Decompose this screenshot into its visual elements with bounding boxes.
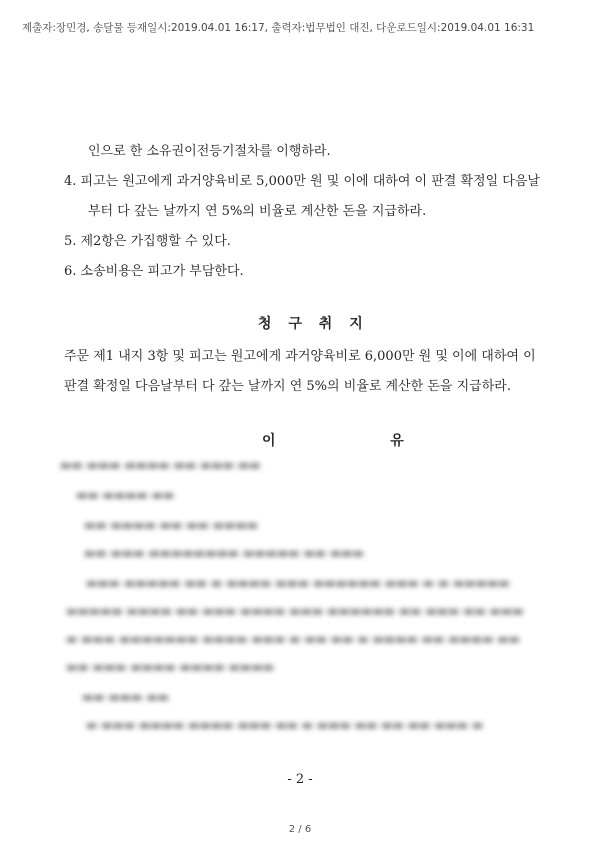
- body-line: 4. 피고는 원고에게 과거양육비로 5,000만 원 및 이에 대하여 이 판결 확정일 다음날: [64, 174, 540, 189]
- pdf-page-indicator: 2 / 6: [288, 824, 312, 835]
- reason-heading: 이 유: [262, 433, 410, 449]
- document-header: 제출자:장민경, 송달물 등재일시:2019.04.01 16:17, 출력자:법무법인 대진, 다운로드일시:2019.04.01 16:31: [22, 22, 535, 34]
- claim-line: 판결 확정일 다음날부터 다 갚는 날까지 연 5%의 비율로 계산한 돈을 지급하라.: [64, 379, 511, 394]
- claim-line: 주문 제1 내지 3항 및 피고는 원고에게 과거양육비로 6,000만 원 및 이에 대하여 이: [64, 349, 536, 364]
- body-line: 5. 제2항은 가집행할 수 있다.: [64, 234, 231, 249]
- redacted-content: ▬▬ ▬▬▬ ▬▬▬▬ ▬▬ ▬▬▬ ▬▬ ▬▬ ▬▬▬▬ ▬▬ ▬▬ ▬▬▬▬ ▬▬ ▬▬ ▬▬▬▬ ▬▬ ▬▬▬ ▬▬▬▬▬▬▬▬ ▬▬▬▬▬ ▬▬ ▬▬▬ ▬▬▬ ▬▬▬▬▬ ▬▬ ▬ ▬▬▬▬ ▬▬▬ ▬▬▬▬▬▬ ▬▬▬ ▬ ▬ ▬▬▬▬▬ ▬▬▬▬▬ ▬▬▬▬ ▬▬ ▬▬▬ ▬▬▬▬ ▬▬▬ ▬▬▬▬▬▬ ▬▬ ▬▬▬ ▬▬ ▬▬▬ ▬ ▬▬▬ ▬▬▬▬▬▬▬ ▬▬▬▬ ▬▬▬ ▬ ▬▬ ▬▬ ▬ ▬▬▬▬ ▬▬ ▬▬▬▬ ▬▬ ▬▬ ▬▬▬ ▬▬▬▬ ▬▬▬▬ ▬▬▬▬ ▬▬ ▬▬▬ ▬▬ ▬ ▬▬▬ ▬▬▬▬ ▬▬▬▬ ▬▬▬ ▬▬ ▬ ▬▬▬ ▬▬ ▬▬ ▬▬ ▬▬▬ ▬: [60, 458, 524, 732]
- claim-heading: 청 구 취 지: [258, 316, 369, 332]
- body-line: 부터 다 갚는 날까지 연 5%의 비율로 계산한 돈을 지급하라.: [88, 204, 427, 219]
- body-line: 인으로 한 소유권이전등기절차를 이행하라.: [88, 144, 331, 159]
- page-number: - 2 -: [287, 772, 313, 787]
- body-line: 6. 소송비용은 피고가 부담한다.: [64, 264, 244, 279]
